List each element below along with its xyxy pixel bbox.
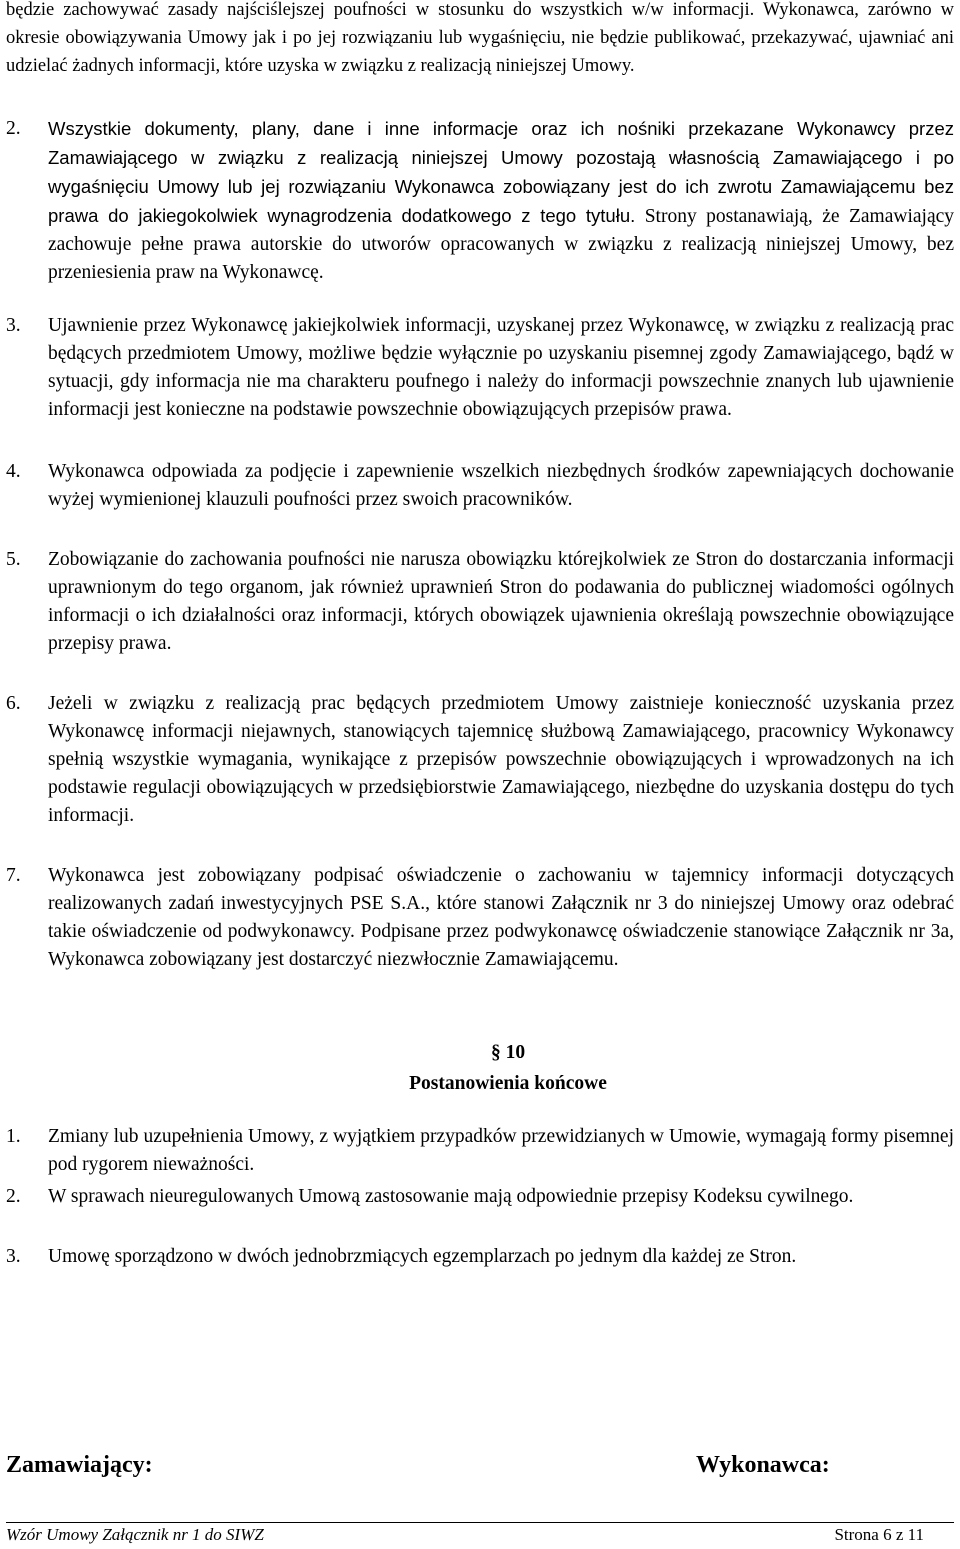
item-number: 4. <box>6 461 21 482</box>
item-text-part: Wszystkie dokumenty, plany, dane i inne informacje oraz ich nośniki przekazane Wykonawcy przez Zamawiającego w związku z realizacją niniejszej Umowy pozostają własnością Zamawiającego i po wygaśnięciu Umowy lub jej rozwiązaniu Wykonawca zobowiązany jest do ich zwrotu Zamawiającemu bez prawa do jakiegokolwiek wynagrodzenia dodatkowego z tego tytułu. <box>48 118 954 226</box>
item-paragraph: Jeżeli w związku z realizacją prac będących przedmiotem Umowy zaistnieje konieczność uzyskania przez Wykonawcę informacji niejawnych, stanowiących tajemnicę służbową Zamawiającego, pracownicy Wykonawcy spełnią wszystkie wymagania, wynikające z przepisów powszechnie obowiązujących i wprowadzonych na ich podstawie regulacji obowiązujących w przedsiębiorstwie Zamawiającego, niezbędne do uzyskania dostępu do tych informacji. <box>48 693 954 826</box>
item-number: 5. <box>6 549 21 570</box>
footer-divider <box>6 1522 954 1523</box>
final-item-paragraph: W sprawach nieuregulowanych Umową zastosowanie mają odpowiednie przepisy Kodeksu cywilnego. <box>48 1186 854 1207</box>
signature-label-ordering-party: Zamawiający: <box>6 1452 153 1478</box>
intro-paragraph: będzie zachowywać zasady najściślejszej poufności w stosunku do wszystkich w/w informacji. Wykonawca, zarówno w okresie obowiązywania Umowy jak i po jej rozwiązaniu lub wygaśnięciu, nie będzie publikować, przekazywać, ujawniać ani udzielać żadnych informacji, które uzyska w związku z realizacją niniejszej Umowy. <box>6 0 954 76</box>
item-paragraph <box>48 115 954 287</box>
item-text-part: Strony postanawiają, że Zamawiający zachowuje pełne prawa autorskie do utworów opracowanych w związku z realizacją niniejszej Umowy, bez przeniesienia praw na Wykonawcę. <box>48 206 955 283</box>
final-item-paragraph: Zmiany lub uzupełnienia Umowy, z wyjątkiem przypadków przewidzianych w Umowie, wymagają formy pisemnej pod rygorem nieważności. <box>48 1126 954 1175</box>
section-number: § 10 <box>490 1042 526 1063</box>
final-item-number: 2. <box>6 1186 21 1207</box>
signature-label-contractor: Wykonawca: <box>696 1452 830 1478</box>
final-item-number: 3. <box>6 1246 21 1267</box>
item-number: 2. <box>6 118 21 139</box>
item-number: 6. <box>6 693 21 714</box>
item-paragraph: Wykonawca jest zobowiązany podpisać oświadczenie o zachowaniu w tajemnicy informacji dotyczących realizowanych zadań inwestycyjnych PSE S.A., które stanowi Załącznik nr 3 do niniejszej Umowy oraz odebrać takie oświadczenie od podwykonawcy. Podpisane przez podwykonawcę oświadczenie stanowiące Załącznik nr 3a, Wykonawca zobowiązany jest dostarczyć niezwłocznie Zamawiającemu. <box>48 865 954 970</box>
footer-document-name: Wzór Umowy Załącznik nr 1 do SIWZ <box>6 1525 264 1544</box>
item-paragraph: Zobowiązanie do zachowania poufności nie narusza obowiązku którejkolwiek ze Stron do dostarczania informacji uprawnionym do tego organom, jak również uprawnień Stron do podawania do publicznej wiadomości ogólnych informacji o ich działalności oraz informacji, których obowiązek ujawnienia określają powszechnie obowiązujące przepisy prawa. <box>48 549 954 654</box>
footer-page-number: Strona 6 z 11 <box>834 1525 924 1544</box>
item-number: 7. <box>6 865 21 886</box>
item-paragraph: Ujawnienie przez Wykonawcę jakiejkolwiek informacji, uzyskanej przez Wykonawcę, w związku z realizacją prac będących przedmiotem Umowy, możliwe będzie wyłącznie po uzyskaniu pisemnej zgody Zamawiającego, bądź w sytuacji, gdy informacja nie ma charakteru poufnego i należy do informacji powszechnie znanych lub ujawnienie informacji jest konieczne na podstawie powszechnie obowiązujących przepisów prawa. <box>48 315 954 420</box>
final-item-paragraph: Umowę sporządzono w dwóch jednobrzmiących egzemplarzach po jednym dla każdej ze Stron. <box>48 1246 797 1267</box>
final-item-number: 1. <box>6 1126 21 1147</box>
section-title: Postanowienia końcowe <box>409 1073 607 1094</box>
item-number: 3. <box>6 315 21 336</box>
item-paragraph: Wykonawca odpowiada za podjęcie i zapewnienie wszelkich niezbędnych środków zapewniających dochowanie wyżej wymienionej klauzuli poufności przez swoich pracowników. <box>48 461 954 510</box>
